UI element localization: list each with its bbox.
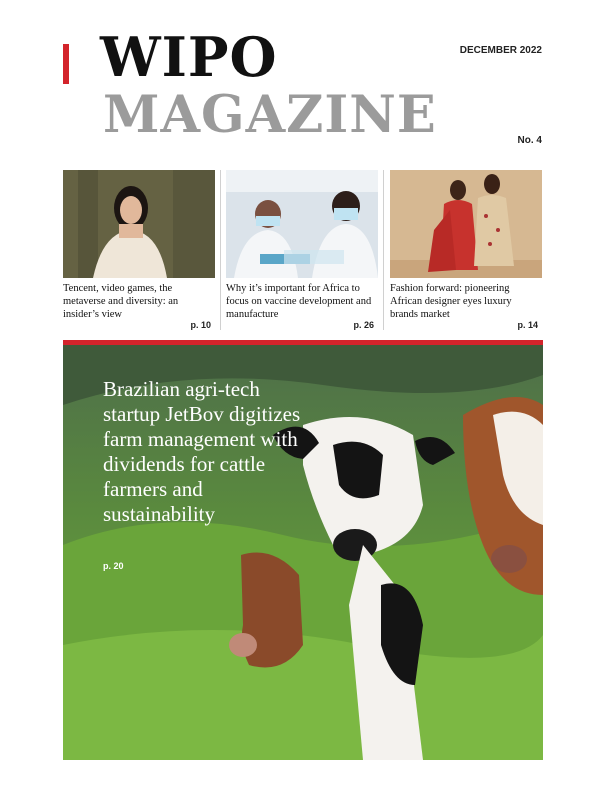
- cover-story-headline: Brazilian agri-tech startup JetBov digitizes farm management with dividends for cattle farmers and sustainability: [103, 377, 301, 526]
- story-headline: Why it’s important for Africa to focus on vaccine development and manufacture: [226, 283, 372, 320]
- magazine-title-magazine: MAGAZINE: [103, 85, 437, 145]
- story-photo-fashion-models: [390, 170, 542, 278]
- issue-number: No. 4: [517, 135, 542, 146]
- story-card-fashion[interactable]: [390, 170, 542, 330]
- story-page-number: p. 14: [517, 320, 538, 330]
- masthead-accent-bar: [63, 44, 69, 84]
- column-divider: [383, 170, 384, 330]
- story-page-number: p. 10: [190, 320, 211, 330]
- magazine-title-wipo: WIPO: [100, 25, 278, 89]
- story-headline: Fashion forward: pioneering African designer eyes luxury brands market: [390, 283, 512, 320]
- story-card-vaccine[interactable]: [226, 170, 378, 330]
- story-card-tencent[interactable]: [63, 170, 215, 330]
- story-photo-lab-scientists: [226, 170, 378, 278]
- issue-date: DECEMBER 2022: [459, 45, 542, 56]
- column-divider: [220, 170, 221, 330]
- story-headline: Tencent, video games, the metaverse and diversity: an insider’s view: [63, 283, 179, 320]
- story-photo-woman-portrait: [63, 170, 215, 278]
- cover-story-hero[interactable]: [63, 345, 543, 760]
- cover-story-page-number: p. 20: [103, 561, 124, 571]
- story-page-number: p. 26: [353, 320, 374, 330]
